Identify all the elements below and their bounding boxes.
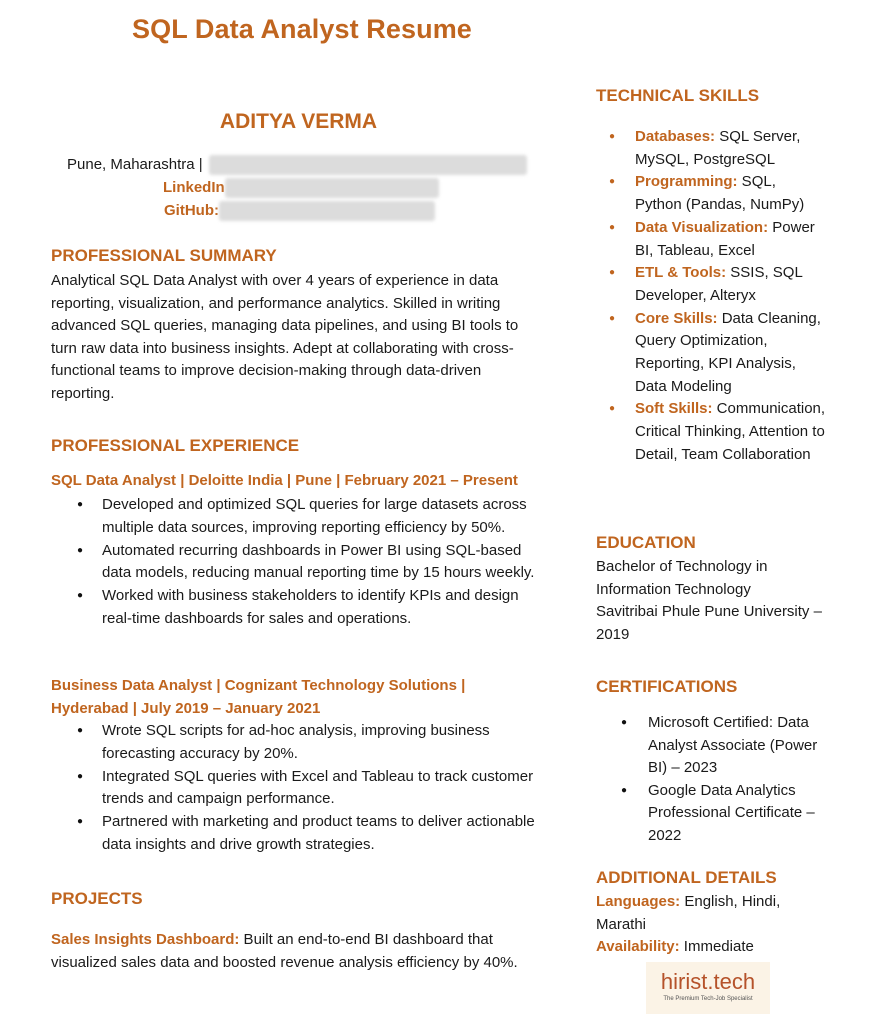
project-description: Built an end-to-end BI dashboard that visualized sales data and boosted revenue analysis efficiency by 40%. bbox=[51, 931, 518, 971]
languages-label: Languages: bbox=[596, 893, 681, 910]
skill-values: SQL, Python (Pandas, NumPy) bbox=[635, 173, 805, 214]
education-degree: Bachelor of Technology in Information Technology bbox=[596, 558, 768, 598]
job-title-2: Business Data Analyst | Cognizant Technology Solutions | Hyderabad | July 2019 – January 2021 bbox=[51, 677, 466, 717]
skill-category: Databases: bbox=[635, 128, 716, 145]
hirist-logo bbox=[646, 962, 770, 1014]
job-bullet: ● Wrote SQL scripts for ad-hoc analysis, improving business forecasting accuracy by 20%. bbox=[51, 720, 546, 765]
availability-value: Immediate bbox=[679, 938, 754, 955]
availability-line bbox=[596, 936, 826, 959]
skill-category: Programming: bbox=[635, 173, 738, 191]
linkedin-line bbox=[163, 178, 439, 198]
certifications-heading: CERTIFICATIONS bbox=[596, 677, 738, 696]
location-text: Pune, Maharashtra | bbox=[67, 155, 203, 173]
document-title: SQL Data Analyst Resume bbox=[132, 14, 472, 44]
skill-category: ETL & Tools: bbox=[635, 264, 727, 282]
certification-item: ● Google Data Analytics Professional Certificate – 2022 bbox=[596, 780, 824, 848]
certifications-list bbox=[596, 712, 824, 848]
summary-text: Analytical SQL Data Analyst with over 4 years of experience in data reporting, visualization, and performance analytics. Skilled in writing advanced SQL queries, managing data pipelines, and using BI tools to turn raw data into business insights. Adept at collaborating with cross-functional teams to improve decision-making through data-driven reporting. bbox=[51, 272, 519, 402]
job-bullet: ● Worked with business stakeholders to identify KPIs and design real-time dashboards for sales and operations. bbox=[51, 585, 546, 630]
job-bullet: ● Integrated SQL queries with Excel and Tableau to track customer trends and campaign performance. bbox=[51, 766, 546, 811]
skills-heading: TECHNICAL SKILLS bbox=[596, 86, 760, 105]
skill-category: Soft Skills: bbox=[635, 400, 713, 418]
skill-item bbox=[596, 126, 826, 171]
summary-heading: PROFESSIONAL SUMMARY bbox=[51, 246, 277, 265]
candidate-name: ADITYA VERMA bbox=[219, 110, 378, 133]
job-1-bullets bbox=[51, 494, 546, 631]
skill-values: Data Cleaning, Query Optimization, Reporting, KPI Analysis, Data Modeling bbox=[635, 309, 821, 395]
skill-item bbox=[596, 217, 826, 262]
skill-item bbox=[596, 171, 826, 216]
skill-values: Power BI, Tableau, Excel bbox=[635, 218, 815, 259]
languages-value: English, Hindi, Marathi bbox=[596, 893, 781, 933]
redacted-linkedin bbox=[225, 178, 439, 198]
availability-label: Availability: bbox=[596, 938, 680, 955]
education-heading: EDUCATION bbox=[596, 533, 696, 552]
job-bullet: ● Partnered with marketing and product teams to deliver actionable data insights and drive growth strategies. bbox=[51, 811, 546, 856]
projects-heading: PROJECTS bbox=[51, 889, 143, 908]
skill-item bbox=[596, 262, 826, 307]
job-title-1: SQL Data Analyst | Deloitte India | Pune | February 2021 – Present bbox=[51, 472, 518, 489]
education-school: Savitribai Phule Pune University – 2019 bbox=[596, 603, 822, 643]
contact-location-line bbox=[67, 155, 527, 175]
skills-list bbox=[596, 126, 826, 467]
languages-line bbox=[596, 891, 811, 936]
skill-item bbox=[596, 308, 826, 399]
skill-values: SSIS, SQL Developer, Alteryx bbox=[635, 264, 803, 304]
job-bullet: ● Automated recurring dashboards in Power BI using SQL-based data models, reducing manual reporting time by 15 hours weekly. bbox=[51, 540, 546, 585]
skill-category: Core Skills: bbox=[635, 309, 718, 327]
github-label: GitHub: bbox=[164, 201, 219, 219]
job-bullet: ● Developed and optimized SQL queries for large datasets across multiple data sources, improving reporting efficiency by 50%. bbox=[51, 494, 546, 539]
experience-heading: PROFESSIONAL EXPERIENCE bbox=[51, 436, 300, 455]
logo-brand: hirist.tech bbox=[660, 969, 756, 994]
skill-values: SQL Server, MySQL, PostgreSQL bbox=[635, 128, 801, 168]
skill-category: Data Visualization: bbox=[635, 218, 769, 236]
redacted-contact bbox=[209, 155, 527, 175]
skill-item bbox=[596, 398, 826, 466]
logo-tagline: The Premium Tech-Job Specialist bbox=[663, 996, 753, 1002]
job-2-bullets bbox=[51, 720, 546, 857]
additional-heading: ADDITIONAL DETAILS bbox=[596, 868, 777, 887]
project-item bbox=[51, 929, 541, 974]
github-line bbox=[164, 201, 435, 221]
project-name: Sales Insights Dashboard: bbox=[51, 931, 240, 948]
linkedin-label: LinkedIn bbox=[163, 178, 225, 196]
redacted-github bbox=[219, 201, 435, 221]
skill-values: Communication, Critical Thinking, Attention to Detail, Team Collaboration bbox=[635, 400, 826, 463]
certification-item: ● Microsoft Certified: Data Analyst Associate (Power BI) – 2023 bbox=[596, 712, 824, 780]
